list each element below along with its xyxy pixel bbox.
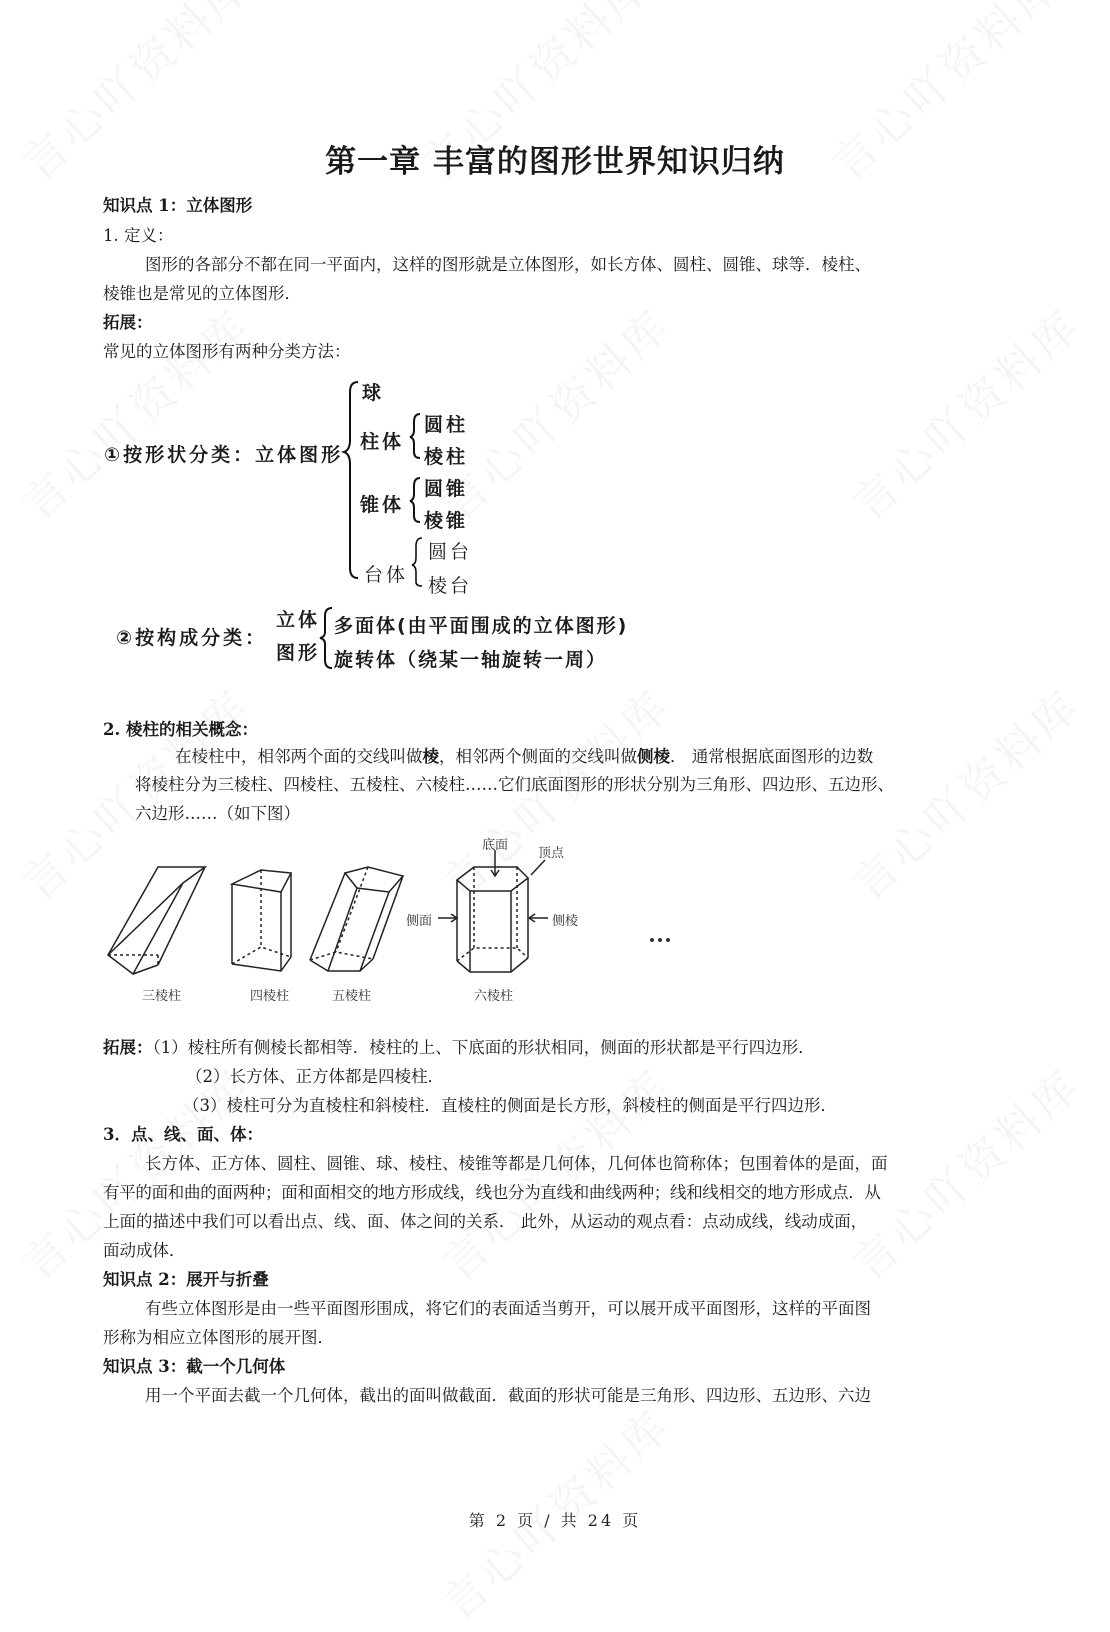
prism-ext-item bbox=[103, 1035, 815, 1061]
prism-ext-item: （2）长方体、正方体都是四棱柱． bbox=[186, 1067, 444, 1086]
shape-sub-item: 棱锥 bbox=[424, 510, 469, 532]
prism-text: 在棱柱中，相邻两个面的交线叫做 bbox=[175, 747, 423, 766]
prism-ext-label: 拓展： bbox=[103, 1038, 153, 1057]
prism-text: ． 通常根据底面图形的边数 bbox=[670, 747, 874, 766]
prism-line bbox=[175, 744, 873, 770]
label-side-face: 侧面 bbox=[406, 914, 433, 929]
composition-root: 立体 bbox=[276, 609, 321, 631]
ext-line: 常见的立体图形有两种分类方法： bbox=[103, 342, 351, 361]
shape-sub-item: 圆台 bbox=[428, 541, 473, 563]
kp3-heading: 知识点 3：截一个几何体 bbox=[103, 1357, 286, 1376]
caption-pentagonal-prism: 五棱柱 bbox=[332, 989, 372, 1004]
prism-line: 将棱柱分为三棱柱、四棱柱、五棱柱、六棱柱……它们底面图形的形状分别为三角形、四边形、五边形、 bbox=[135, 775, 894, 794]
label-bottom-face: 底面 bbox=[482, 838, 509, 853]
caption-triangular-prism: 三棱柱 bbox=[142, 989, 182, 1004]
page-title: 第一章 丰富的图形世界知识归纳 bbox=[325, 144, 785, 180]
shape-sub-item: 棱柱 bbox=[424, 446, 469, 468]
shape-sub-item: 棱台 bbox=[428, 575, 473, 597]
shape-item-frustum-group: 台体 bbox=[364, 564, 409, 586]
brace-icon bbox=[316, 606, 336, 670]
prism-ext-text: （1）棱柱所有侧棱长都相等．棱柱的上、下底面的形状相同，侧面的形状都是平行四边形． bbox=[152, 1038, 815, 1057]
def-line: 棱锥也是常见的立体图形． bbox=[103, 284, 301, 303]
prism-heading: 2. 棱柱的相关概念： bbox=[103, 720, 258, 739]
shape-item-cone-group: 锥体 bbox=[360, 494, 405, 516]
prism-diagrams-icon bbox=[100, 830, 680, 1010]
page-number: 第 2 页 / 共 24 页 bbox=[468, 1511, 642, 1530]
composition-root: 图形 bbox=[276, 642, 321, 664]
caption-hexagonal-prism: 六棱柱 bbox=[474, 989, 514, 1004]
pld-line: 面动成体． bbox=[103, 1241, 186, 1260]
pld-line: 长方体、正方体、圆柱、圆锥、球、棱柱、棱锥等都是几何体，几何体也简称体；包围着体的是面，面 bbox=[145, 1154, 888, 1173]
composition-item-solid-of-revolution: 旋转体（绕某一轴旋转一周） bbox=[334, 649, 608, 671]
caption-quadrangular-prism: 四棱柱 bbox=[250, 989, 290, 1004]
shape-item-cylinder-group: 柱体 bbox=[360, 431, 405, 453]
watermark bbox=[836, 292, 1093, 532]
prism-text: ，相邻两个侧面的交线叫做 bbox=[439, 747, 637, 766]
prism-ext-item: （3）棱柱可分为直棱柱和斜棱柱．直棱柱的侧面是长方形，斜棱柱的侧面是平行四边形． bbox=[183, 1096, 837, 1115]
kp1-heading: 知识点 1：立体图形 bbox=[103, 196, 253, 215]
def-heading: 1. 定义： bbox=[103, 226, 174, 245]
kp2-line: 有些立体图形是由一些平面图形围成，将它们的表面适当剪开，可以展开成平面图形，这样的平面图 bbox=[145, 1299, 871, 1318]
pld-heading: 3．点、线、面、体： bbox=[103, 1125, 263, 1144]
prism-line: 六边形……（如下图） bbox=[135, 804, 300, 823]
shape-item-sphere: 球 bbox=[362, 382, 385, 404]
shape-sub-item: 圆锥 bbox=[424, 478, 469, 500]
kp2-line: 形称为相应立体图形的展开图． bbox=[103, 1328, 334, 1347]
ext-heading: 拓展： bbox=[103, 313, 153, 332]
composition-item-polyhedron: 多面体(由平面围成的立体图形) bbox=[334, 615, 629, 637]
label-side-edge: 侧棱 bbox=[552, 914, 579, 929]
pld-line: 有平的面和曲的面两种；面和面相交的地方形成线，线也分为直线和曲线两种；线和线相交的地方形成点．从 bbox=[103, 1183, 881, 1202]
prism-figures bbox=[100, 830, 680, 1010]
kp3-line: 用一个平面去截一个几何体，截出的面叫做截面．截面的形状可能是三角形、四边形、五边形、六边 bbox=[145, 1386, 871, 1405]
shape-sub-item: 圆柱 bbox=[424, 414, 469, 436]
term-edge: 棱 bbox=[422, 747, 439, 766]
kp2-heading: 知识点 2：展开与折叠 bbox=[103, 1270, 269, 1289]
shape-classification-label: ①按形状分类：立体图形 bbox=[104, 444, 344, 466]
term-side-edge: 侧棱 bbox=[637, 747, 670, 766]
pld-line: 上面的描述中我们可以看出点、线、面、体之间的关系． 此外，从运动的观点看：点动成线，线动成面， bbox=[103, 1212, 868, 1231]
def-line: 图形的各部分不都在同一平面内，这样的图形就是立体图形，如长方体、圆柱、圆锥、球等．棱柱、 bbox=[145, 255, 871, 274]
label-vertex: 顶点 bbox=[538, 846, 565, 861]
composition-classification-label: ②按构成分类： bbox=[116, 627, 268, 649]
